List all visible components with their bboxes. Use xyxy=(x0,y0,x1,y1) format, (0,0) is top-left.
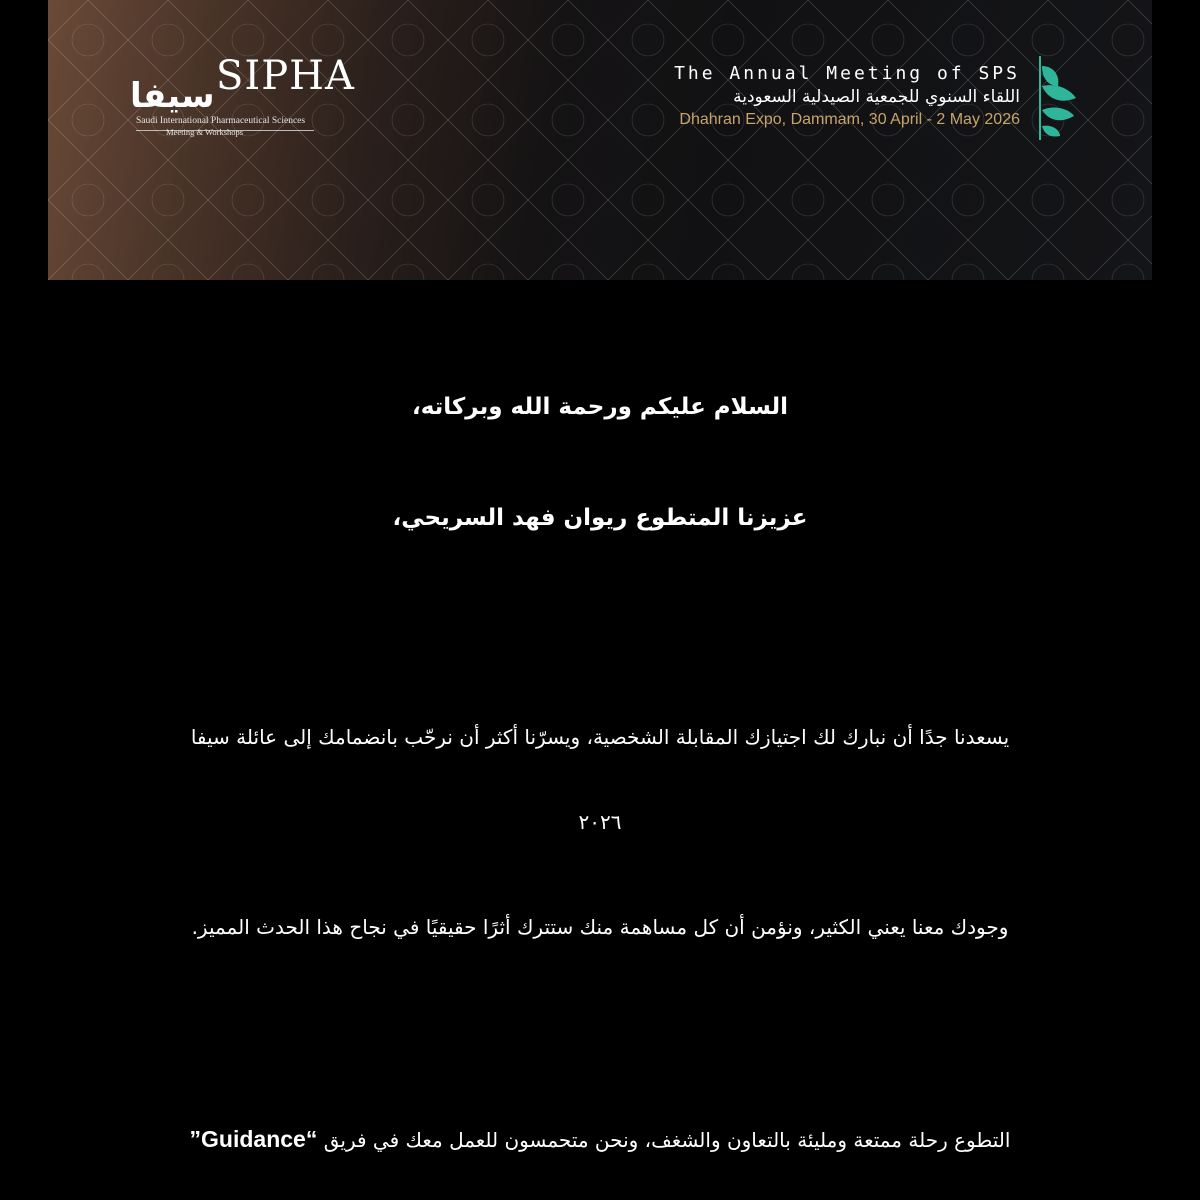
sipha-logo xyxy=(130,53,355,140)
letter-team-text: التطوع رحلة ممتعة ومليئة بالتعاون والشغف، ونحن متحمسون للعمل معك في فريق xyxy=(323,1128,1011,1152)
banner-pattern xyxy=(48,0,1152,280)
letter-paragraph-year: ٢٠٢٦ xyxy=(578,810,622,834)
sipha-subtitle: Saudi International Pharmaceutical Sciences xyxy=(136,116,306,126)
letter-paragraph-impact: وجودك معنا يعني الكثير، ونؤمن أن كل مساهمة منك ستترك أثرًا حقيقيًا في نجاح هذا الحدث المميز. xyxy=(191,915,1009,939)
sps-title: The Annual Meeting of SPS xyxy=(674,63,1020,84)
team-name: “Guidance” xyxy=(189,1126,318,1152)
letter-paragraph-welcome: يسعدنا جدًا أن نبارك لك اجتيازك المقابلة الشخصية، ويسرّنا أكثر أن نرحّب بانضمامك إلى عائلة سيفا xyxy=(190,725,1010,749)
sipha-subtitle-secondary: Meeting & Workshops xyxy=(166,127,244,137)
sps-venue: Dhahran Expo, Dammam, 30 April - 2 May 2026 xyxy=(679,111,1020,128)
letter-recipient: عزيزنا المتطوع ريوان فهد السريحي، xyxy=(392,505,808,531)
sps-arabic-title: اللقاء السنوي للجمعية الصيدلية السعودية xyxy=(733,87,1020,107)
letter-greeting: السلام عليكم ورحمة الله وبركاته، xyxy=(411,394,789,420)
sipha-arabic-wordmark: سيفا xyxy=(130,76,215,116)
header-banner xyxy=(48,0,1152,280)
sps-event-info xyxy=(600,62,1020,132)
sps-leaf-emblem-icon xyxy=(1030,52,1086,144)
letter-paragraph-team xyxy=(0,1126,1200,1153)
sipha-latin-wordmark: SIPHA xyxy=(216,53,355,99)
